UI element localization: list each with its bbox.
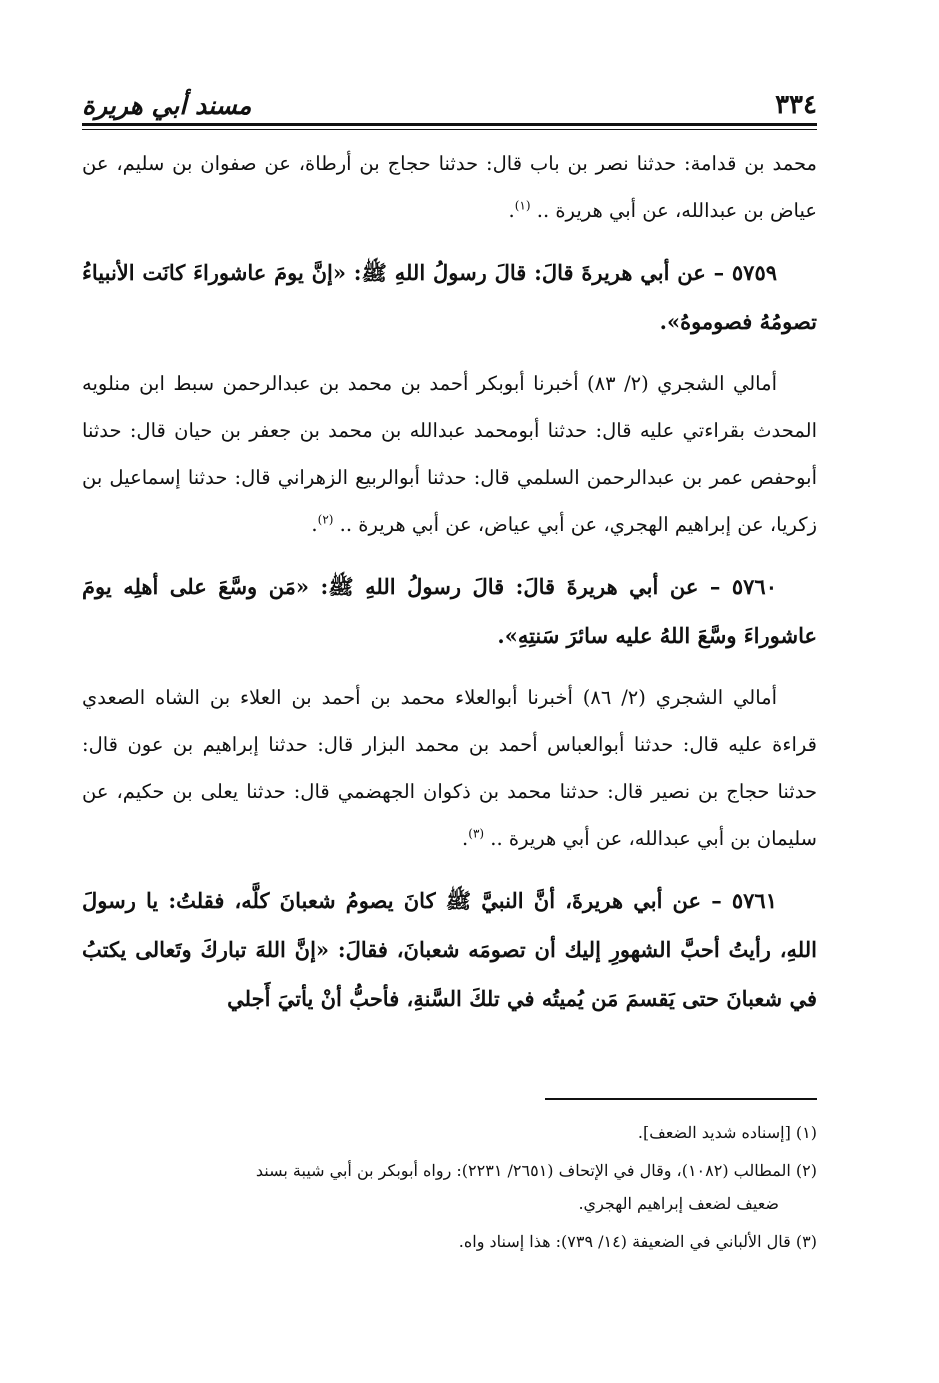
footnote-marker: (١)	[795, 1123, 817, 1142]
footnote-ref: (٢)	[317, 512, 334, 527]
hadith-number: ٥٧٦١	[731, 888, 777, 913]
header-rule-thick	[82, 123, 817, 126]
footnote: (٢) المطالب (١٠٨٢)، وقال في الإتحاف (٢٦٥١/ ٢٢٣١): رواه أبوبكر بن أبي شيبة بسند ضعيف لضعف إبراهيم الهجري.	[82, 1154, 817, 1220]
footnote-ref: (١)	[514, 198, 531, 213]
isnad-paragraph: أمالي الشجري (٢/ ٨٣) أخبرنا أبوبكر أحمد بن محمد بن عبدالرحمن سبط ابن منلويه المحدث بقراءتي عليه قال: حدثنا أبومحمد عبدالله بن محمد بن جعفر بن حيان قال: حدثنا أبوحفص عمر بن عبدالرحمن السلمي قال: حدثنا أبوالربيع الزهراني قال: حدثنا إسماعيل بن زكريا، عن إبراهيم الهجري، عن أبي عياض، عن أبي هريرة .. $^{(٢)}$.	[82, 372, 817, 536]
isnad-paragraph: محمد بن قدامة: حدثنا نصر بن باب قال: حدثنا حجاج بن أرطاة، عن صفوان بن سليم، عن عياض بن عبدالله، عن أبي هريرة .. $^{(١)}$.	[82, 152, 817, 222]
footnote: (١) [إسناده شديد الضعف].	[637, 1123, 817, 1142]
hadith-paragraph: ٥٧٦١ – عن أبي هريرةَ، أنَّ النبيَّ ﷺ كانَ يصومُ شعبانَ كلَّه، فقلتُ: يا رسولَ اللهِ، رأيتُ أحبَّ الشهورِ إليك أن تصومَه شعبانَ، فقالَ: «إنَّ اللهَ تباركَ وتَعالى يكتبُ في شعبانَ حتى يَقسمَ مَن يُميتُه في تلكَ السَّنةِ، فأحبُّ أنْ يأتيَ أَجلي	[82, 888, 817, 1011]
main-text	[82, 140, 817, 1037]
page-number: ٣٣٤	[775, 90, 817, 120]
footnotes	[82, 1116, 817, 1263]
header-rule-thin	[82, 129, 817, 130]
hadith-number: ٥٧٦٠	[731, 574, 777, 599]
hadith-paragraph: ٥٧٥٩ – عن أبي هريرةَ قالَ: قالَ رسولُ اللهِ ﷺ: «إنَّ يومَ عاشوراءَ كانَت الأنبياءُ تصومُهُ فصوموهُ».	[82, 260, 817, 334]
footnote-separator	[545, 1098, 817, 1100]
hadith-number: ٥٧٥٩	[731, 260, 778, 285]
footnote-marker: (٣)	[795, 1232, 817, 1251]
footnote-ref: (٣)	[468, 826, 485, 841]
footnote: (٣) قال الألباني في الضعيفة (١٤/ ٧٣٩): هذا إسناد واه.	[458, 1232, 817, 1251]
running-title: مسند أبي هريرة	[82, 91, 252, 120]
footnote-continuation: ضعيف لضعف إبراهيم الهجري.	[578, 1194, 779, 1213]
page-header	[82, 80, 817, 120]
isnad-paragraph: أمالي الشجري (٢/ ٨٦) أخبرنا أبوالعلاء محمد بن أحمد بن العلاء بن الشاه الصعدي قراءة عليه قال: حدثنا أبوالعباس أحمد بن محمد البزار قال: حدثنا إبراهيم بن عون قال: حدثنا حجاج بن نصير قال: حدثنا محمد بن ذكوان الجهضمي قال: حدثنا يعلى بن حكيم، عن سليمان بن أبي عبدالله، عن أبي هريرة .. $^{(٣)}$.	[82, 686, 817, 850]
hadith-paragraph: ٥٧٦٠ – عن أبي هريرةَ قالَ: قالَ رسولُ اللهِ ﷺ: «مَن وسَّعَ على أهلِه يومَ عاشوراءَ وسَّعَ اللهُ عليه سائرَ سَنتِهِ».	[82, 574, 817, 648]
footnote-marker: (٢)	[795, 1161, 817, 1180]
